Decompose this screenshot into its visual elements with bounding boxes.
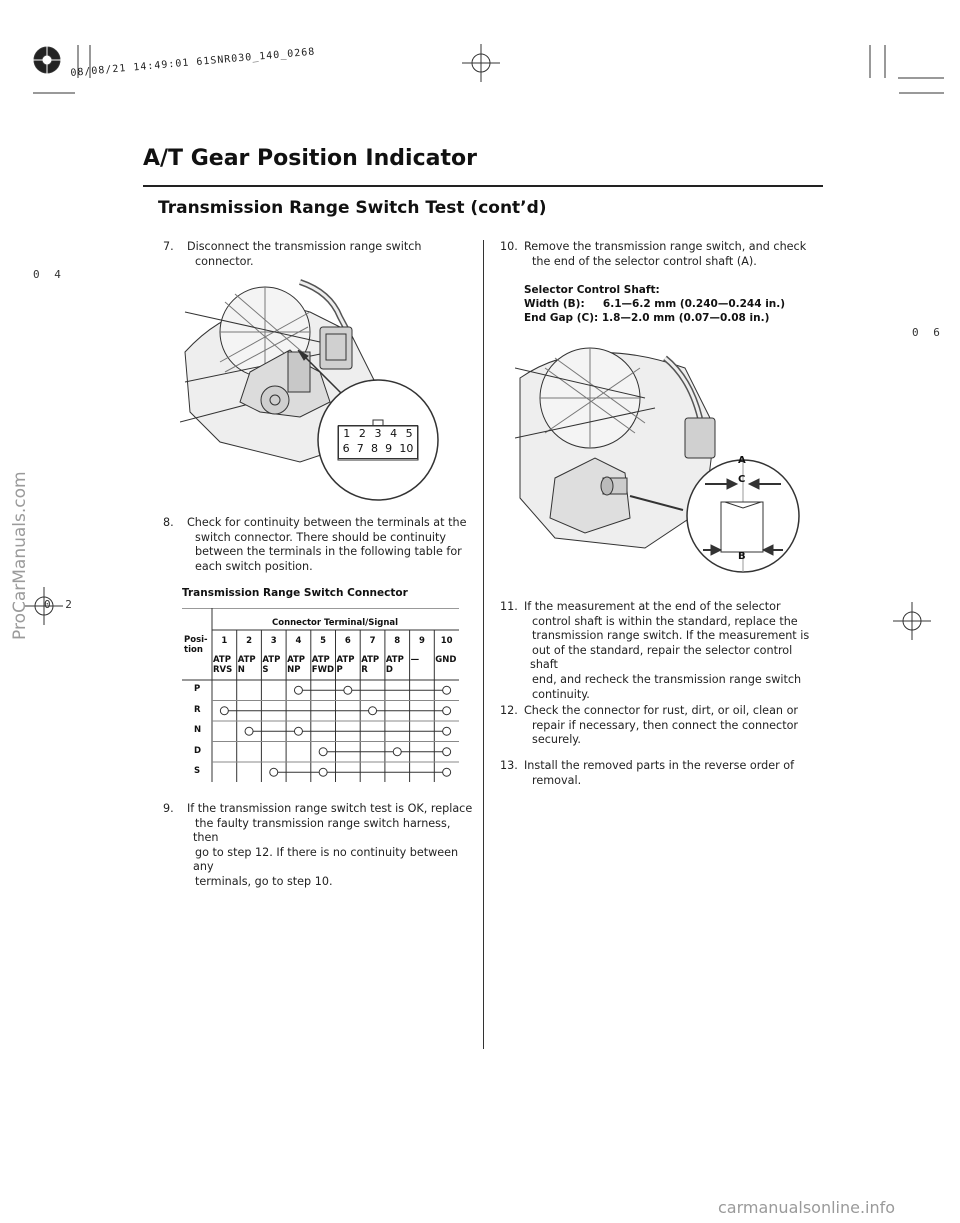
continuity-dot — [443, 707, 451, 715]
terminal-signal: GND — [435, 655, 457, 665]
table-caption: Transmission Range Switch Connector — [182, 587, 408, 599]
position-label: P — [194, 684, 201, 695]
page-title: A/T Gear Position Indicator — [143, 146, 477, 171]
step-8: 8. Check for continuity between the terminals at the switch connector. There should be continuity between the terminals in the following table for each switch position. — [163, 516, 467, 573]
margin-mark-left-mid: 0 2 — [44, 598, 76, 611]
section-subtitle: Transmission Range Switch Test (cont’d) — [158, 198, 547, 218]
terminal-signal: ATP D — [385, 655, 404, 675]
continuity-dot — [443, 748, 451, 756]
terminal-number: 10 — [440, 636, 453, 646]
continuity-dot — [294, 686, 302, 694]
continuity-dot — [443, 768, 451, 776]
pin-label: 3 — [374, 427, 382, 440]
terminal-number: 3 — [270, 636, 277, 646]
pin-label: 8 — [370, 442, 378, 455]
continuity-dot — [344, 686, 352, 694]
pin-label: 2 — [358, 427, 366, 440]
step-12: 12. Check the connector for rust, dirt, or oil, clean or repair if necessary, then connect the connector securely. — [500, 704, 799, 747]
continuity-dot — [443, 727, 451, 735]
continuity-dot — [443, 686, 451, 694]
continuity-table — [182, 608, 462, 782]
terminal-signal: ATP NP — [287, 655, 306, 675]
position-label: S — [194, 766, 201, 777]
position-label: R — [194, 704, 201, 715]
step-11: 11. If the measurement at the end of the selector control shaft is within the standard, replace the transmission range switch. If the measurement is out of the standard, repair the selector control shaft end, and recheck the transmission range switch continuity. — [500, 600, 810, 701]
table-position-header: Posi- tion — [184, 635, 208, 655]
label-a: A — [738, 455, 746, 466]
pin-label: 9 — [385, 442, 393, 455]
continuity-dot — [369, 707, 377, 715]
shaft-spec: Selector Control Shaft: Width (B): 6.1—6.2 mm (0.240—0.244 in.) End Gap (C): 1.8—2.0 mm (0.07—0.08 in.) — [524, 284, 786, 324]
side-watermark: ProCarManuals.com — [10, 471, 30, 640]
terminal-signal: ATP N — [237, 655, 256, 675]
continuity-dot — [319, 748, 327, 756]
connector-illustration — [180, 272, 440, 504]
margin-mark-left-top: 0 4 — [33, 268, 65, 281]
terminal-number: 2 — [246, 636, 252, 646]
terminal-number: 5 — [320, 636, 327, 646]
label-b: B — [738, 551, 746, 562]
position-label: N — [194, 725, 202, 736]
continuity-dot — [319, 768, 327, 776]
continuity-dot — [270, 768, 278, 776]
pin-label: 4 — [390, 427, 398, 440]
step-7: 7. Disconnect the transmission range switch connector. — [163, 240, 422, 268]
step-13: 13. Install the removed parts in the reverse order of removal. — [500, 759, 795, 787]
terminal-number: 6 — [344, 636, 351, 646]
pin-label: 6 — [342, 442, 350, 455]
terminal-number: 9 — [418, 636, 425, 646]
terminal-signal: ATP S — [262, 655, 281, 675]
connector-pins — [338, 425, 418, 459]
margin-mark-right-top: 0 6 — [912, 326, 944, 339]
pin-label: 10 — [399, 442, 414, 455]
pin-label: 7 — [356, 442, 364, 455]
terminal-signal: ATP FWD — [311, 655, 335, 675]
continuity-dot — [220, 707, 228, 715]
shaft-illustration — [515, 338, 805, 584]
continuity-dot — [245, 727, 253, 735]
terminal-number: 1 — [221, 636, 228, 646]
print-stamp: 08/08/21 14:49:01 61SNR030_140_0268 — [70, 46, 316, 79]
terminal-signal: ATP RVS — [213, 655, 233, 675]
pin-label: 5 — [405, 427, 413, 440]
continuity-dot — [393, 748, 401, 756]
title-rule — [143, 185, 823, 187]
step-10: 10. Remove the transmission range switch, and check the end of the selector control shaft (A). — [500, 240, 807, 268]
terminal-signal: ATP R — [361, 655, 380, 675]
terminal-number: 8 — [394, 636, 401, 646]
bottom-watermark: carmanualsonline.info — [718, 1198, 896, 1217]
label-c: C — [738, 474, 746, 485]
table-group-header: Connector Terminal/Signal — [272, 618, 399, 628]
terminal-signal: ATP P — [336, 655, 355, 675]
position-label: D — [194, 745, 202, 756]
terminal-number: 7 — [369, 636, 376, 646]
step-9: 9. If the transmission range switch test is OK, replace the faulty transmission range switch harness, then go to step 12. If there is no continuity between any terminals, go to step 10. — [163, 802, 473, 888]
terminal-signal: — — [410, 655, 420, 665]
terminal-number: 4 — [295, 636, 302, 646]
column-divider — [483, 240, 484, 1049]
pin-label: 1 — [343, 427, 351, 440]
continuity-dot — [294, 727, 302, 735]
